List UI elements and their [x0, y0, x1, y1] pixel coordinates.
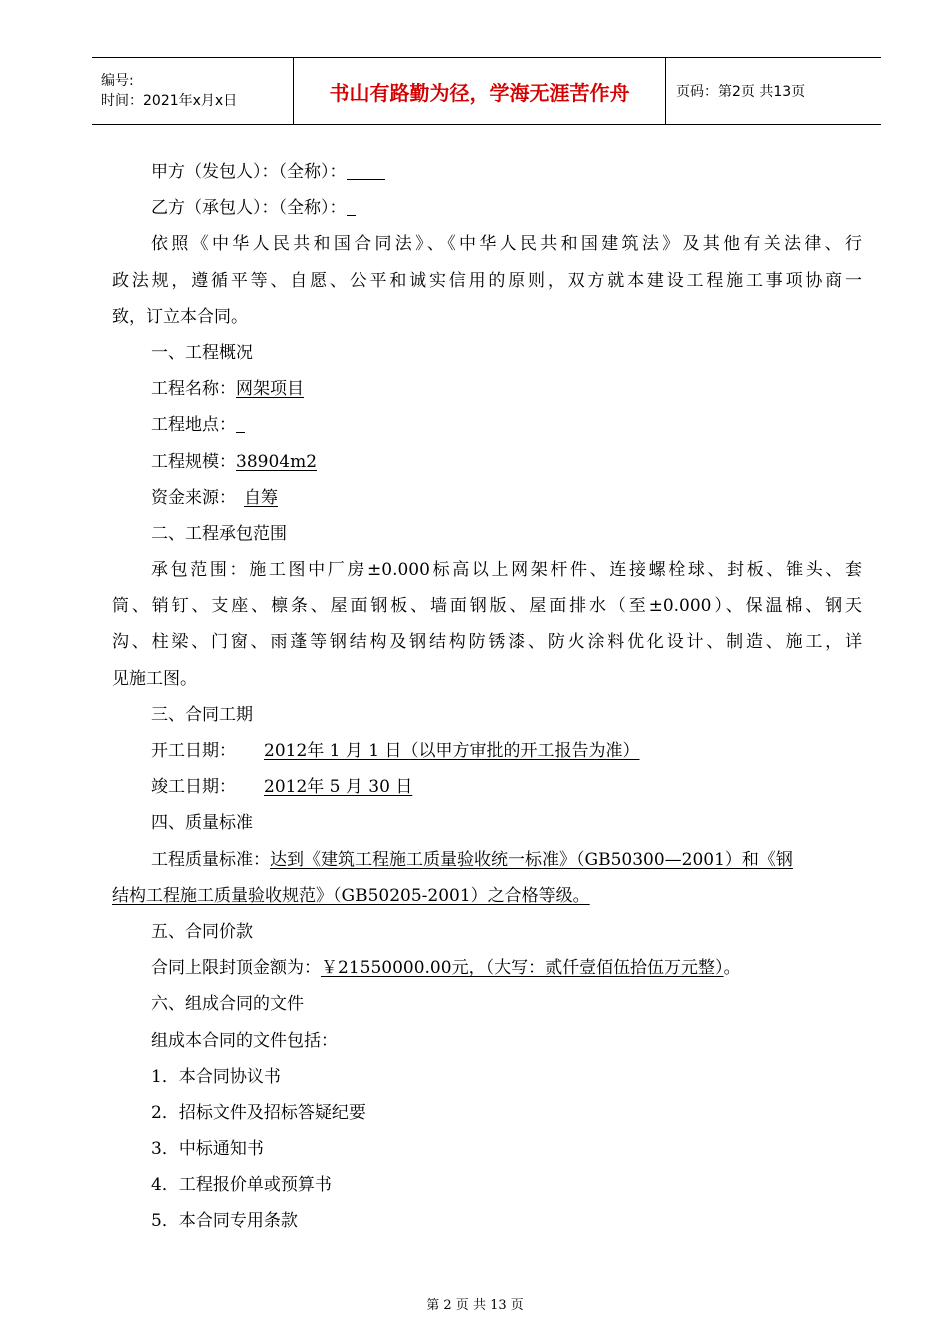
section-1-title: 一、工程概况: [151, 342, 253, 363]
start-date-label: 开工日期：: [151, 741, 236, 761]
price-end: 。: [723, 958, 741, 979]
header-motto: 书山有路勤为径，学海无涯苦作舟: [329, 80, 630, 105]
header-page-cell: [666, 58, 881, 124]
quality-value-1: 达到《建筑工程施工质量验收统一标准》（GB50300—2001）和《钢: [270, 849, 793, 870]
header-motto-cell: [293, 58, 666, 124]
document-item: 4．工程报价单或预算书: [151, 1175, 332, 1196]
footer-total-number: 13: [490, 1298, 507, 1313]
end-date-label: 竣工日期：: [151, 777, 236, 798]
quality-line-1: [112, 842, 862, 878]
start-date-value: 2012年 1 月 1 日（以甲方审批的开工报告为准）: [264, 741, 640, 761]
section-6-title: 六、组成合同的文件: [151, 994, 304, 1015]
fund-source-label: 资金来源：: [151, 487, 236, 508]
document-number-label: 编号:: [101, 73, 134, 89]
price-label: 合同上限封顶金额为：: [151, 958, 321, 979]
fund-source-line: [112, 480, 862, 516]
scope-line-4: 见施工图。: [112, 668, 197, 689]
quality-label: 工程质量标准：: [151, 849, 270, 870]
document-item: 1．本合同协议书: [151, 1066, 281, 1087]
quality-line-2: [112, 878, 862, 914]
section-4-title: 四、质量标准: [151, 813, 253, 834]
footer-page-number: 2: [443, 1298, 452, 1313]
end-date-line: [112, 769, 862, 805]
project-scale-label: 工程规模：: [151, 451, 236, 472]
project-name-value: 网架项目: [236, 379, 304, 400]
fund-source-value: 自筹: [244, 487, 278, 508]
project-site-label: 工程地点：: [151, 415, 236, 436]
header-left-cell: [92, 58, 293, 124]
header-page-number: 页码：第2页 共13页: [676, 84, 806, 100]
quality-value-2: 结构工程施工质量验收规范》（GB50205-2001）之合格等级。: [112, 885, 590, 906]
scope-line-3: 沟、柱梁、门窗、雨蓬等钢结构及钢结构防锈漆、防火涂料优化设计、制造、施工，详: [112, 632, 862, 653]
project-site-blank: [236, 414, 245, 433]
price-value: ￥21550000.00元，（大写：贰仟壹佰伍拾伍万元整）: [321, 958, 724, 979]
footer-page-label: 第: [426, 1298, 440, 1313]
start-date-line: [112, 733, 862, 769]
project-name-label: 工程名称：: [151, 379, 236, 400]
intro-line-2: 政法规，遵循平等、自愿、公平和诚实信用的原则，双方就本建设工程施工事项协商一: [112, 270, 862, 291]
party-b-line: [112, 190, 862, 226]
page-footer: [0, 1294, 950, 1313]
footer-page-unit: 页: [455, 1298, 469, 1313]
scope-line-1: 承包范围：施工图中厂房±0.000标高以上网架杆件、连接螺栓球、封板、锥头、套: [151, 560, 862, 581]
party-b-label: 乙方（承包人）：（全称）：: [151, 198, 347, 219]
intro-line-1: 依照《中华人民共和国合同法》、《中华人民共和国建筑法》及其他有关法律、行: [151, 234, 862, 255]
footer-total-label: 共: [472, 1298, 486, 1313]
party-a-label: 甲方（发包人）：（全称）：: [151, 162, 347, 182]
document-item: 5．本合同专用条款: [151, 1211, 298, 1232]
section-5-title: 五、合同价款: [151, 921, 253, 942]
scope-line-2: 筒、销钉、支座、檩条、屋面钢板、墙面钢版、屋面排水（至±0.000）、保温棉、钢天: [112, 596, 862, 617]
party-b-blank: [347, 197, 356, 216]
document-item: 2．招标文件及招标答疑纪要: [151, 1102, 366, 1123]
end-date-value: 2012年 5 月 30 日: [264, 777, 413, 798]
intro-line-3: 致，订立本合同。: [112, 306, 248, 327]
section-2-title: 二、工程承包范围: [151, 523, 287, 544]
party-a-blank: [347, 161, 385, 180]
price-line: [112, 950, 862, 986]
page-header: [92, 57, 881, 125]
project-scale-value: 38904m2: [236, 451, 318, 472]
project-scale-line: [112, 444, 862, 480]
contract-body: [112, 154, 862, 1240]
footer-total-unit: 页: [510, 1298, 524, 1313]
document-item: 3．中标通知书: [151, 1139, 264, 1160]
project-site-line: [112, 407, 862, 443]
documents-intro: 组成本合同的文件包括：: [151, 1030, 338, 1051]
section-3-title: 三、合同工期: [151, 704, 253, 725]
party-a-line: [112, 154, 862, 190]
document-time: 时间：2021年x月x日: [101, 93, 238, 109]
project-name-line: [112, 371, 862, 407]
